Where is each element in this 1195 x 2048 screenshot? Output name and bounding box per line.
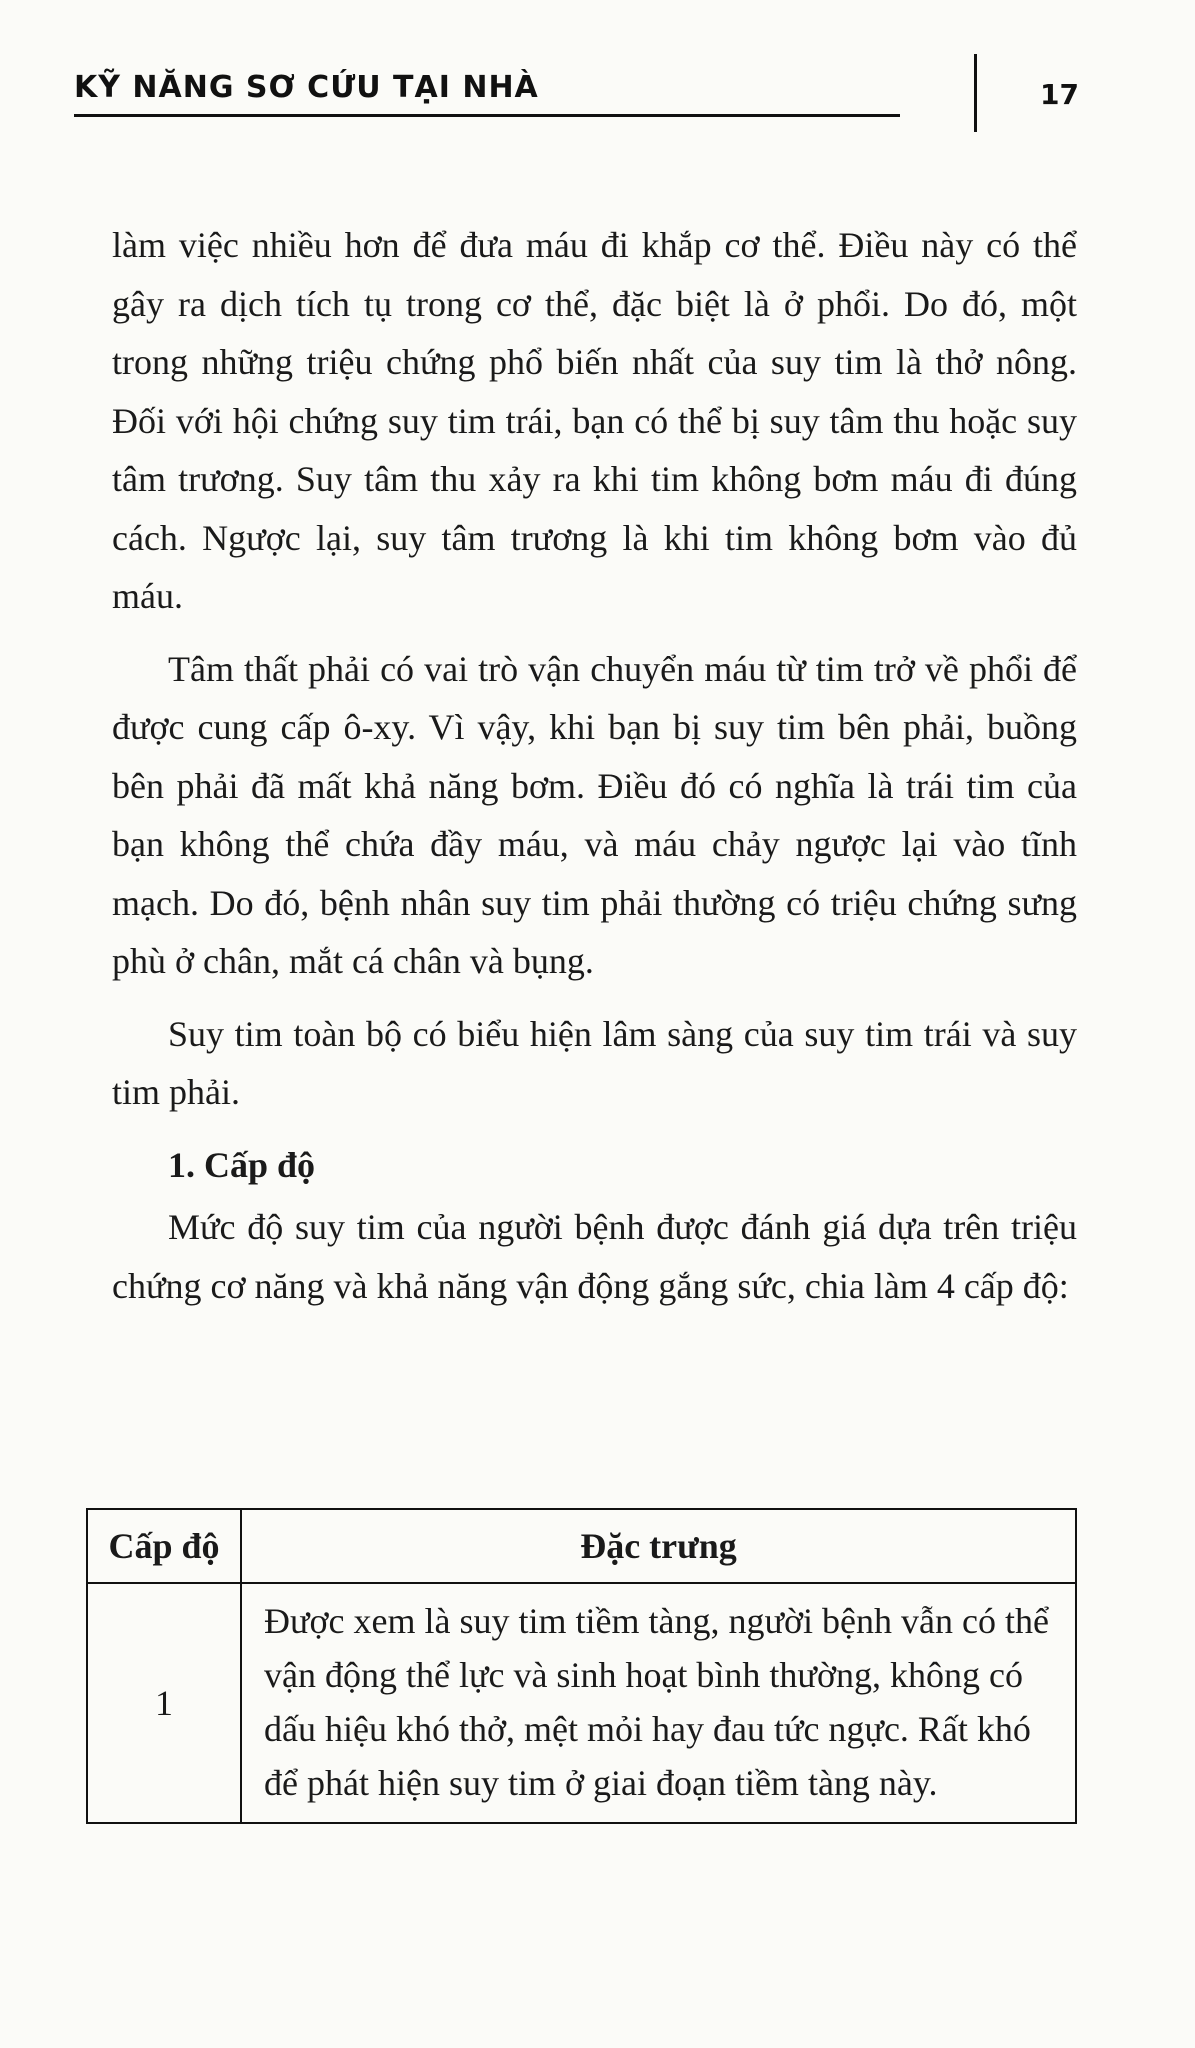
level-cell: 1 [87,1583,241,1823]
page-number: 17 [1040,78,1079,111]
paragraph: Suy tim toàn bộ có biểu hiện lâm sàng của suy tim trái và suy tim phải. [112,1013,1077,1112]
heart-failure-grade-table [86,1508,1077,1824]
column-header-feature: Đặc trưng [241,1509,1076,1583]
column-header-level: Cấp độ [87,1509,241,1583]
running-head: KỸ NĂNG SƠ CỨU TẠI NHÀ [74,70,539,105]
intro-paragraph: Mức độ suy tim của người bệnh được đánh giá dựa trên triệu chứng cơ năng và khả năng vận động gắng sức, chia làm 4 cấp độ: [112,1207,1077,1306]
table-row [87,1583,1076,1823]
description-cell: Được xem là suy tim tiềm tàng, người bệnh vẫn có thể vận động thể lực và sinh hoạt bình thường, không có dấu hiệu khó thở, mệt mỏi hay đau tức ngực. Rất khó để phát hiện suy tim ở giai đoạn tiềm tàng này. [241,1583,1076,1823]
header-rule [74,114,900,117]
paragraph: làm việc nhiều hơn để đưa máu đi khắp cơ thể. Điều này có thể gây ra dịch tích tụ trong cơ thể, đặc biệt là ở phổi. Do đó, một trong những triệu chứng phổ biến nhất của suy tim là thở nông. Đối với hội chứng suy tim trái, bạn có thể bị suy tâm thu hoặc suy tâm trương. Suy tâm thu xảy ra khi tim không bơm máu đi đúng cách. Ngược lại, suy tâm trương là khi tim không bơm vào đủ máu. [112,225,1077,616]
paragraph: Tâm thất phải có vai trò vận chuyển máu từ tim trở về phổi để được cung cấp ô-xy. Vì vậy, khi bạn bị suy tim bên phải, buồng bên phải đã mất khả năng bơm. Điều đó có nghĩa là trái tim của bạn không thể chứa đầy máu, và máu chảy ngược lại vào tĩnh mạch. Do đó, bệnh nhân suy tim phải thường có triệu chứng sưng phù ở chân, mắt cá chân và bụng. [112,648,1077,981]
header-vertical-bar [974,54,977,132]
table-header-row [87,1509,1076,1583]
body-text [112,216,1077,1329]
section-heading: 1. Cấp độ [168,1144,316,1185]
